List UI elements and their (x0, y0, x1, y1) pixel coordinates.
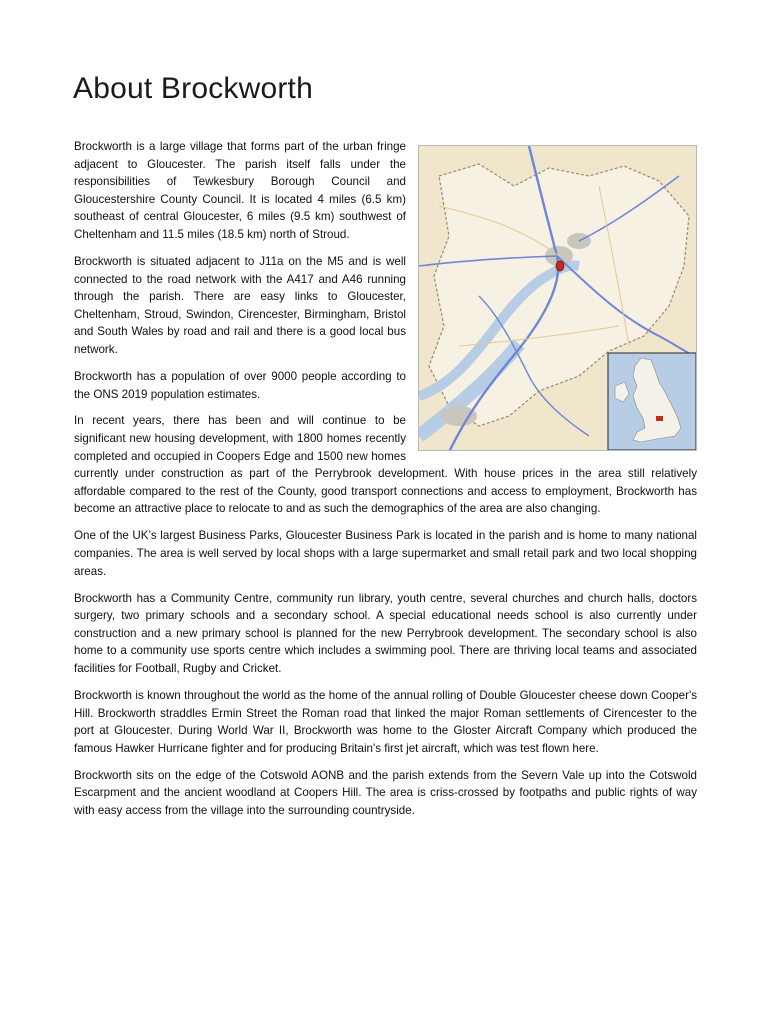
paragraph-transport: Brockworth is situated adjacent to J11a on the M5 and is well connected to the road network with the A417 and A46 running through the parish. There are easy links to Gloucester, Cheltenham, Stroud, Swindon, Cirencester, Birmingham, Bristol and South Wales by road and rail and there is a good local bus network. (74, 254, 406, 356)
page-title: About Brockworth (73, 72, 313, 105)
urban-area (441, 406, 477, 426)
paragraph-facilities: Brockworth has a Community Centre, community run library, youth centre, several churches and church halls, doctors surgery, two primary schools and a secondary school. A special educational needs school is also currently under construction and a new primary school is planned for the new Perrybrook development. The secondary school is also home to a community use sports centre which includes a swimming pool. There are thriving local teams and associated facilities for Football, Rugby and Cricket. (74, 591, 697, 675)
paragraph-population: Brockworth has a population of over 9000 people according to the ONS 2019 population estimates. (74, 369, 406, 401)
brockworth-marker (556, 261, 564, 271)
map-image (419, 146, 697, 451)
article-body (74, 138, 697, 829)
paragraph-countryside: Brockworth sits on the edge of the Cotswold AONB and the parish extends from the Severn Vale up into the Cotswold Escarpment and the ancient woodland at Coopers Hill. The area is criss-crossed by footpaths and public rights of way with easy access from the village into the surrounding countryside. (74, 768, 697, 817)
paragraph-history: Brockworth is known throughout the world as the home of the annual rolling of Double Gloucester cheese down Cooper's Hill. Brockworth straddles Ermin Street the Roman road that linked the major Roman settlements of Cirencester to the port at Gloucester. During World War II, Brockworth was home to the Gloster Aircraft Company which produced the famous Hawker Hurricane fighter and for producing Britain's first jet aircraft, which was test flown here. (74, 688, 697, 755)
paragraph-business: One of the UK’s largest Business Parks, Gloucester Business Park is located in the parish and is home to many national companies. The area is well served by local shops with a large supermarket and small retail park and two local shopping areas. (74, 529, 697, 578)
inset-location-marker (656, 416, 663, 421)
paragraph-intro: Brockworth is a large village that forms part of the urban fringe adjacent to Gloucester. The parish itself falls under the responsibilities of Tewkesbury Borough Council and Gloucestershire County Council. It is located 4 miles (6.5 km) southeast of central Gloucester, 6 miles (9.5 km) southwest of Cheltenham and 11.5 miles (18.5 km) north of Stroud. (74, 140, 406, 241)
location-map (418, 145, 697, 451)
inset-map (608, 353, 696, 450)
paragraph-housing: In recent years, there has been and will continue to be significant new housing development, with 1800 homes recently completed and occupied in Coopers Edge and 1500 new homes currently under construction as part of the Perrybrook development. With house prices in the area still relatively affordable compared to the rest of the County, good transport connections and access to employment, Brockworth has become an attractive place to relocate to and as such the demographics of the area are also changing. (74, 414, 697, 516)
